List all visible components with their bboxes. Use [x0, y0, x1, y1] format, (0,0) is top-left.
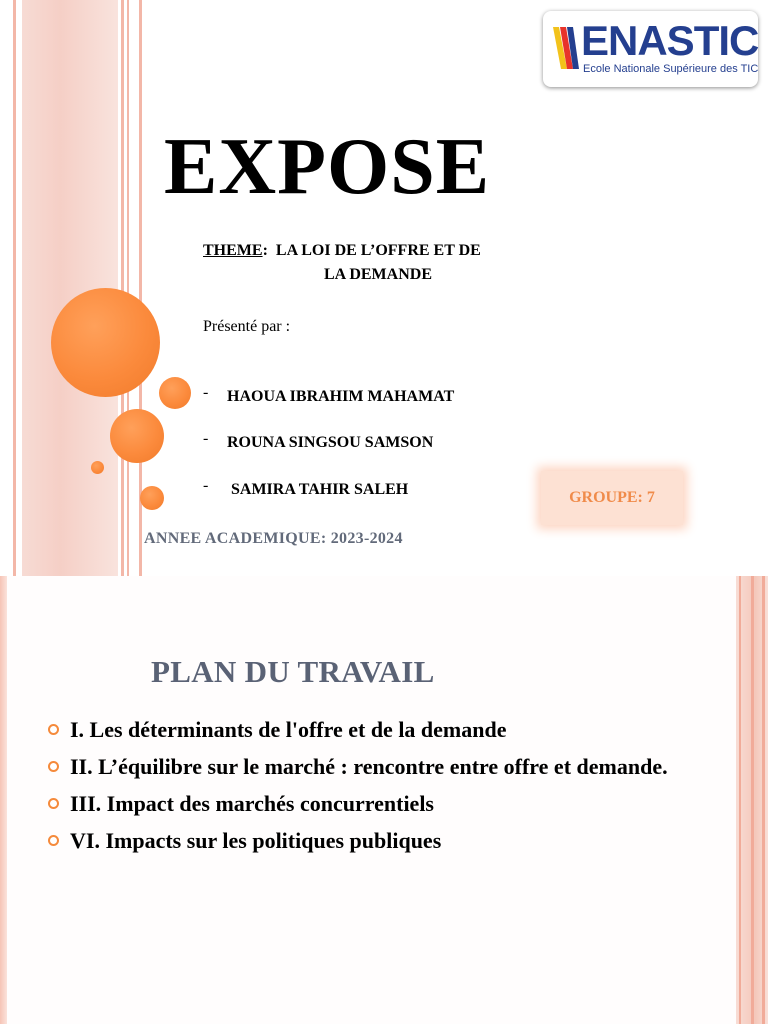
list-item: [46, 714, 686, 745]
enastic-logo: [543, 11, 758, 87]
logo-subtitle: Ecole Nationale Supérieure des TIC: [583, 63, 759, 75]
theme-block: THEME: LA LOI DE L’OFFRE ET DE LA DEMANDE: [203, 239, 563, 287]
decorative-line: [121, 0, 124, 576]
logo-wordmark: ENASTIC: [581, 17, 759, 64]
decorative-circle: [110, 409, 164, 463]
decorative-circle: [159, 377, 191, 409]
logo-mark-icon: [551, 21, 581, 75]
page-title: EXPOSE: [164, 123, 491, 211]
plan-slide: [0, 576, 768, 1024]
member-name: ROUNA SINGSOU SAMSON: [227, 434, 434, 451]
decorative-line: [127, 0, 129, 576]
bullet-circle-icon: [48, 761, 59, 772]
decorative-line: [739, 576, 741, 1024]
decorative-line: [13, 0, 16, 576]
list-item: [46, 751, 686, 782]
bullet-circle-icon: [48, 798, 59, 809]
list-dash: -: [203, 477, 209, 494]
bullet-circle-icon: [48, 835, 59, 846]
list-item-text: VI. Impacts sur les politiques publiques: [70, 828, 442, 853]
decorative-circle-small: [91, 461, 104, 474]
list-dash: -: [203, 384, 209, 401]
decorative-circle-large: [51, 288, 160, 397]
decorative-stripe: [0, 576, 7, 1024]
member-item: [203, 430, 434, 452]
list-item: [46, 788, 686, 819]
member-name: SAMIRA TAHIR SALEH: [231, 481, 409, 498]
decorative-line: [751, 576, 754, 1024]
list-item: [46, 825, 686, 856]
bullet-circle-icon: [48, 724, 59, 735]
list-item-text: I. Les déterminants de l'offre et de la demande: [70, 717, 507, 742]
decorative-circle: [140, 486, 164, 510]
theme-text-line1: LA LOI DE L’OFFRE ET DE: [275, 242, 481, 259]
list-item-text: III. Impact des marchés concurrentiels: [70, 791, 434, 816]
decorative-line: [762, 576, 765, 1024]
member-item: [203, 477, 409, 499]
decorative-line: [139, 0, 142, 576]
presented-by-label: Présenté par :: [203, 318, 291, 335]
plan-list: [46, 714, 686, 862]
list-item-text: II. L’équilibre sur le marché : rencontre entre offre et demande.: [70, 754, 668, 779]
theme-text-line2: LA DEMANDE: [323, 266, 432, 283]
member-name: HAOUA IBRAHIM MAHAMAT: [227, 388, 455, 405]
plan-title: PLAN DU TRAVAIL: [151, 654, 435, 689]
member-item: [203, 384, 455, 406]
list-dash: -: [203, 430, 209, 447]
theme-label: THEME: [203, 242, 263, 259]
group-badge: GROUPE: 7: [541, 471, 683, 525]
academic-year: ANNEE ACADEMIQUE: 2023-2024: [144, 530, 403, 547]
